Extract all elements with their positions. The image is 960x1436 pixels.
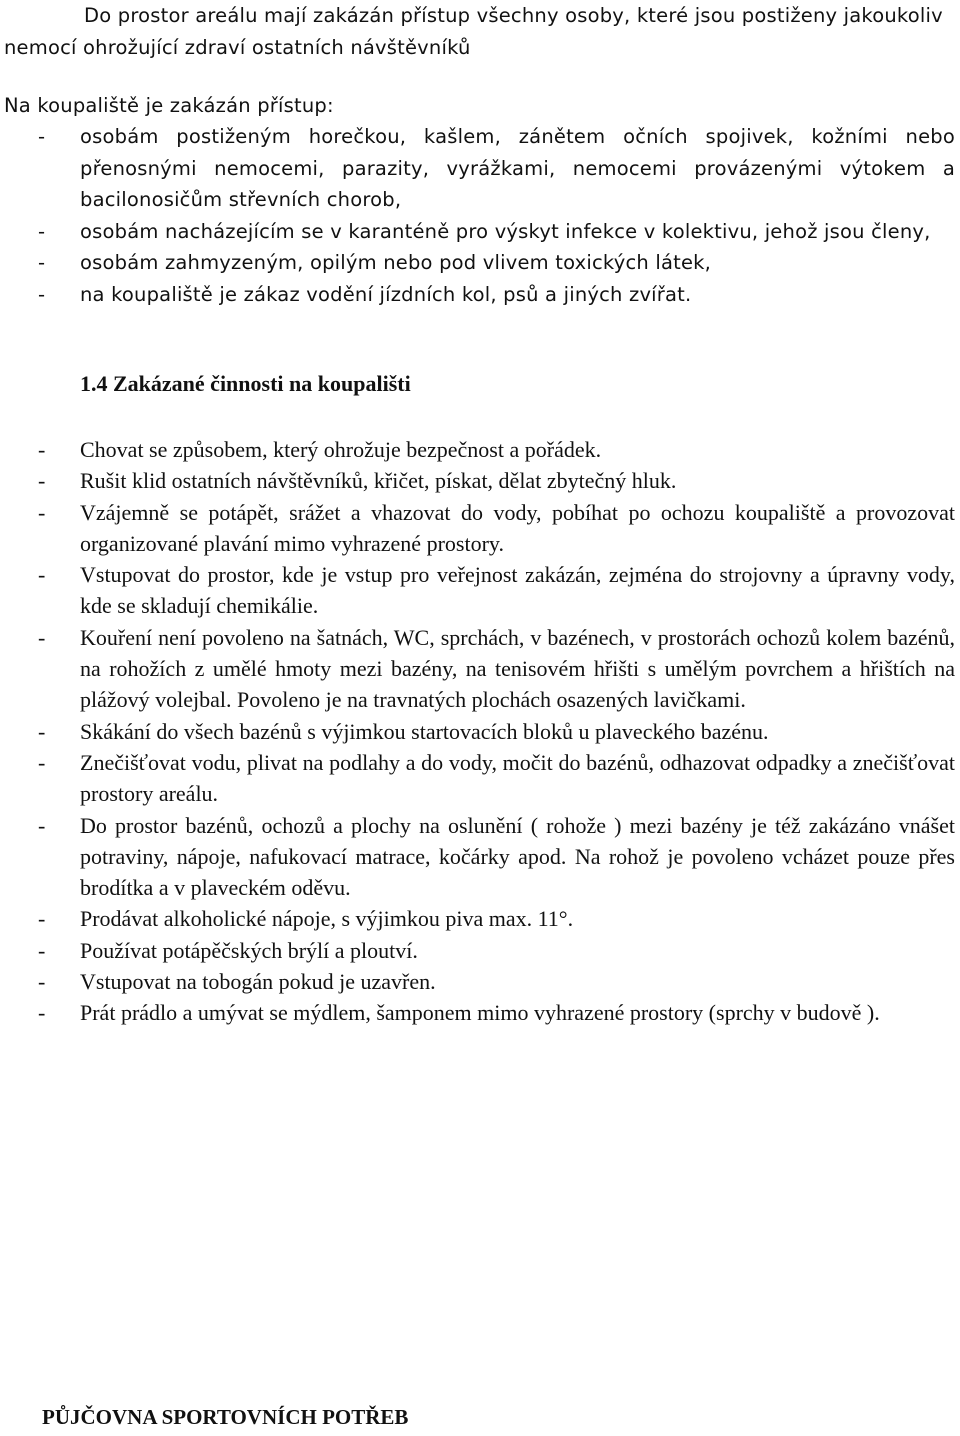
list-item: - Kouření není povoleno na šatnách, WC, sprchách, v bazénech, v prostorách ochozů kolem bazénů, na rohožích z umělé hmoty mezi bazény, na tenisovém hřišti s umělým povrchem a hřištích na plážový volejbal. Povoleno je na travnatých plochách osazených lavičkami. (0, 622, 955, 716)
list-item: - osobám postiženým horečkou, kašlem, zánětem očních spojivek, kožními nebo přenosnými nemocemi, parazity, vyrážkami, nemocemi provázenými výtokem a bacilonosičům střevních chorob, (0, 121, 955, 216)
list-item: - Znečišťovat vodu, plivat na podlahy a do vody, močit do bazénů, odhazovat odpadky a znečišťovat prostory areálu. (0, 747, 955, 810)
prohibited-activities-list (0, 434, 955, 1029)
list-item: - Vzájemně se potápět, srážet a vhazovat do vody, pobíhat po ochozu koupaliště a provozovat organizované plavání mimo vyhrazené prostory. (0, 497, 955, 560)
access-ban-list (0, 121, 955, 310)
intro-paragraph: Do prostor areálu mají zakázán přístup všechny osoby, které jsou postiženy jakoukoliv nemocí ohrožující zdraví ostatních návštěvníků (4, 4, 943, 59)
section-heading: 1.4 Zakázané činnosti na koupališti (80, 371, 411, 396)
list-item: - Prodávat alkoholické nápoje, s výjimkou piva max. 11°. (0, 903, 955, 934)
list-item: - Vstupovat do prostor, kde je vstup pro veřejnost zakázán, zejména do strojovny a úpravny vody, kde se skladují chemikálie. (0, 559, 955, 622)
list-item: - Do prostor bazénů, ochozů a plochy na oslunění ( rohože ) mezi bazény je též zakázáno vnášet potraviny, nápoje, nafukovací matrace, kočárky apod. Na rohož je povoleno vcházet pouze přes brodítka a v plaveckém oděvu. (0, 810, 955, 904)
list-item: - osobám nacházejícím se v karanténě pro výskyt infekce v kolektivu, jehož jsou členy, (0, 216, 955, 248)
list-item: - Skákání do všech bazénů s výjimkou startovacích bloků u plaveckého bazénu. (0, 716, 955, 747)
list-item: - Prát prádlo a umývat se mýdlem, šamponem mimo vyhrazené prostory (sprchy v budově ). (0, 997, 955, 1028)
list-item: - Chovat se způsobem, který ohrožuje bezpečnost a pořádek. (0, 434, 955, 465)
list-item: - Používat potápěčských brýlí a ploutví. (0, 935, 955, 966)
list-item: - osobám zahmyzeným, opilým nebo pod vlivem toxických látek, (0, 247, 955, 279)
access-ban-lead: Na koupaliště je zakázán přístup: (4, 94, 334, 117)
list-item: - na koupaliště je zákaz vodění jízdních kol, psů a jiných zvířat. (0, 279, 955, 311)
list-item: - Rušit klid ostatních návštěvníků, křičet, pískat, dělat zbytečný hluk. (0, 465, 955, 496)
list-item: - Vstupovat na tobogán pokud je uzavřen. (0, 966, 955, 997)
next-section-title: PŮJČOVNA SPORTOVNÍCH POTŘEB (42, 1405, 409, 1429)
